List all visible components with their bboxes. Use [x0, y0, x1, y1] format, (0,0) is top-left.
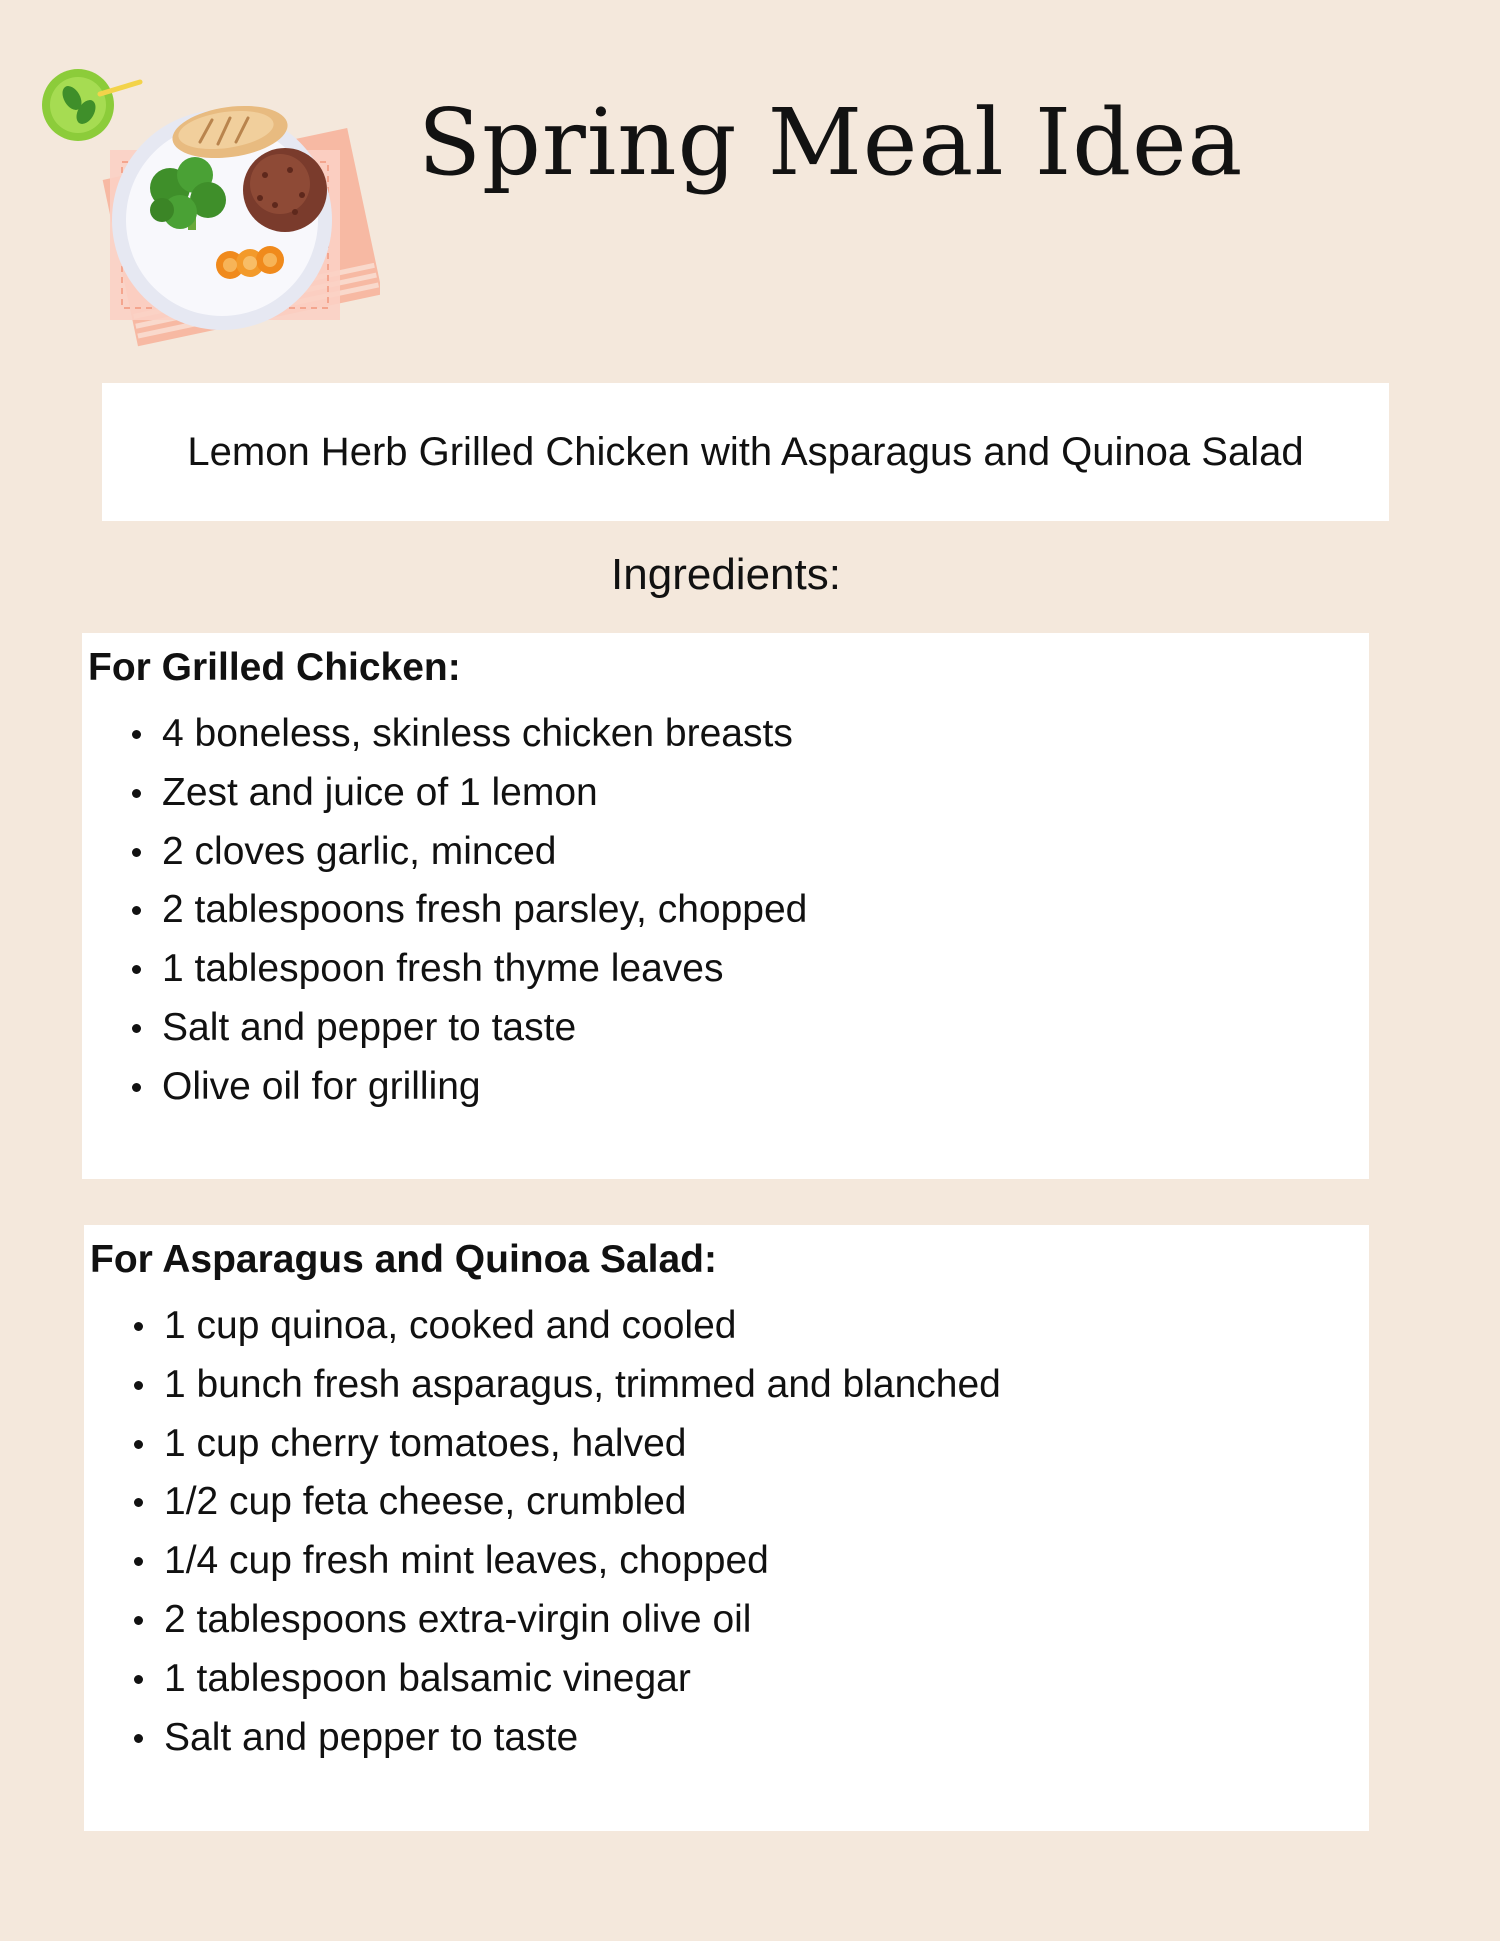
list-item-text: Zest and juice of 1 lemon	[162, 770, 598, 814]
list-item-text: 4 boneless, skinless chicken breasts	[162, 712, 793, 755]
section-title-chicken: For Grilled Chicken:	[88, 646, 461, 689]
recipe-name-banner	[102, 383, 1389, 521]
list-item-text: 1 bunch fresh asparagus, trimmed and blanched	[164, 1362, 1001, 1406]
chicken-ingredients-card	[82, 633, 1369, 1179]
list-item	[164, 1297, 1001, 1356]
list-item-text: 2 tablespoons fresh parsley, chopped	[162, 888, 808, 932]
bullet-icon	[134, 1322, 143, 1331]
list-item-text: 1 tablespoon fresh thyme leaves	[162, 947, 724, 991]
list-item	[164, 1650, 1001, 1709]
list-item	[164, 1591, 1001, 1650]
list-item	[164, 1532, 1001, 1591]
list-item-text: 2 cloves garlic, minced	[162, 829, 557, 873]
bullet-icon	[132, 1083, 141, 1092]
list-item	[162, 823, 807, 882]
list-item	[162, 1058, 807, 1117]
list-item-text: 1 tablespoon balsamic vinegar	[164, 1656, 691, 1700]
list-item-text: Salt and pepper to taste	[164, 1715, 579, 1759]
bullet-icon	[134, 1498, 143, 1507]
list-item	[162, 705, 807, 764]
list-item-text: 1/4 cup fresh mint leaves, chopped	[164, 1539, 769, 1583]
bullet-icon	[132, 789, 141, 798]
list-item-text: Salt and pepper to taste	[162, 1005, 577, 1049]
list-item	[164, 1709, 1001, 1768]
list-item	[162, 764, 807, 823]
bullet-icon	[132, 1024, 141, 1033]
meal-plate-icon	[40, 60, 380, 350]
list-item	[164, 1473, 1001, 1532]
page-title: Spring Meal Idea	[418, 89, 1244, 196]
list-item	[162, 940, 807, 999]
list-item	[164, 1356, 1001, 1415]
bullet-icon	[132, 848, 141, 857]
bullet-icon	[132, 965, 141, 974]
ingredients-heading: Ingredients:	[611, 550, 841, 599]
chicken-ingredient-list	[162, 705, 807, 1117]
section-title-salad: For Asparagus and Quinoa Salad:	[90, 1238, 717, 1281]
list-item-text: Olive oil for grilling	[162, 1064, 481, 1108]
bullet-icon	[134, 1381, 143, 1390]
bullet-icon	[134, 1557, 143, 1566]
list-item	[162, 999, 807, 1058]
list-item-text: 1 cup cherry tomatoes, halved	[164, 1421, 687, 1465]
salad-ingredient-list	[164, 1297, 1001, 1767]
bullet-icon	[132, 906, 141, 915]
bullet-icon	[134, 1675, 143, 1684]
list-item-text: 2 tablespoons extra-virgin olive oil	[164, 1597, 752, 1641]
bullet-icon	[132, 730, 141, 739]
list-item	[162, 881, 807, 940]
list-item-text: 1/2 cup feta cheese, crumbled	[164, 1480, 687, 1524]
bullet-icon	[134, 1734, 143, 1743]
bullet-icon	[134, 1616, 143, 1625]
recipe-name: Lemon Herb Grilled Chicken with Asparagus and Quinoa Salad	[187, 429, 1304, 474]
list-item	[164, 1415, 1001, 1474]
bullet-icon	[134, 1440, 143, 1449]
salad-ingredients-card	[84, 1225, 1369, 1831]
list-item-text: 1 cup quinoa, cooked and cooled	[164, 1304, 737, 1347]
